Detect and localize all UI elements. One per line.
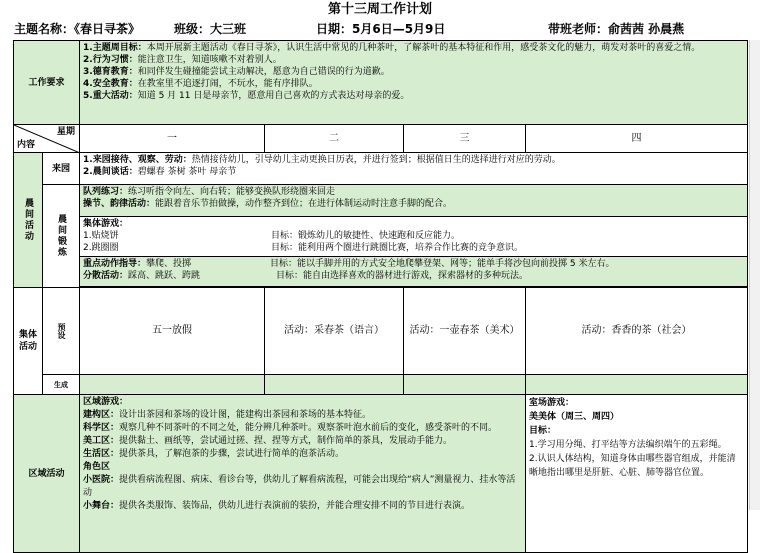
day-tuesday: 二 bbox=[265, 125, 404, 153]
area-activity-label: 区域活动 bbox=[14, 395, 80, 553]
corner-weekday-label: 星期 bbox=[57, 127, 76, 137]
preset-label: 预设 bbox=[43, 288, 80, 375]
requirement-item: 1.主题周目标：本周开展新主题活动《春日寻茶》，认识生活中常见的几种茶叶，了解茶叶的基本特征和作用，感受茶文化的魅力，萌发对茶叶的喜爱之情。 bbox=[83, 43, 701, 53]
header-row bbox=[14, 19, 758, 39]
work-requirements-label: 工作要求 bbox=[14, 41, 80, 125]
collective-games-row bbox=[14, 217, 748, 257]
outdoor-games-content: 室场游戏： 美美体（周三、周四） 目标： 1.学习用分绳、打平结等方法编织端午的五彩绳。 2.认识人体结构，知道身体由哪些器官组成，并能清晰地指出哪里是肝脏、心脏、肺等器官位置。 bbox=[526, 395, 748, 553]
corner-content-label: 内容 bbox=[17, 140, 36, 150]
morning-exercise-label: 晨间锻炼 bbox=[43, 185, 80, 288]
requirement-item: 5.重大活动：知道 5 月 11 日是母亲节，愿意用自己喜欢的方式表达对母亲的爱。 bbox=[83, 91, 410, 101]
requirement-item: 4.安全教育：在教室里不追逐打闹，不玩水，能有序排队。 bbox=[83, 79, 318, 89]
week-corner-cell bbox=[14, 125, 80, 153]
collective-generated-row bbox=[14, 375, 748, 395]
entrance-content: 1.来园接待、观察、劳动：热情接待幼儿，引导幼儿主动更换日历表，并进行签到；根据值日生的选择进行对应的劳动。 2.晨间谈话：碧螺春 茶树 茶叶 母亲节 bbox=[80, 153, 748, 185]
entrance-row bbox=[14, 153, 748, 185]
requirement-item: 2.行为习惯：能注意卫生，知道咳嗽不对着别人。 bbox=[83, 55, 282, 65]
key-action-content: 重点动作指导：攀爬、投掷 目标：能以手脚并用的方式安全地爬攀登架、网等；能单手将沙包向前投掷 5 米左右。 分散活动：踩高、跳跃、跨跳 目标：能自由选择喜欢的器材进行游戏，探索器材的多种玩法。 bbox=[80, 257, 748, 287]
collective-games-content: 集体游戏： 1.贴烧饼 目标：锻炼幼儿的敏捷性、快速跑和反应能力。 2.跳圈圈 目标：能利用两个圈进行跳圈比赛，培养合作比赛的竞争意识。 bbox=[80, 217, 748, 257]
collective-wednesday: 活动：一壶春茶（美术） bbox=[404, 288, 526, 375]
teacher-names: 带班老师：俞茜茜 孙晨燕 bbox=[548, 22, 685, 36]
queue-rhythm-content: 队列练习：练习听指令向左、向右转；能够变换队形绕圈来回走 操节、韵律活动：能跟着音乐节拍做操，动作整齐到位；在进行体制运动时注意手脚的配合。 bbox=[80, 185, 748, 217]
collective-monday: 五一放假 bbox=[80, 288, 265, 375]
day-wednesday: 三 bbox=[404, 125, 526, 153]
page-title: 第十三周工作计划 bbox=[327, 2, 432, 17]
area-games-content: 区域游戏： 建构区：设计出茶园和茶场的设计图，能建构出茶园和茶场的基本特征。 科学区：观察几种不同茶叶的不同之处，能分辨几种茶叶。观察茶叶泡水前后的变化，感受茶叶的不同。 美工区：提供黏土、画纸等，尝试通过搓、捏、捏等方式，制作简单的茶具，发展动手能力。 生活区：提供茶具，了解泡茶的步骤，尝试进行简单的泡茶活动。 角色区 小医院：提供看病流程图、病床、看诊台等，供幼儿了解看病流程，可能会出现给“病人”测量视力、挂水等活动 小舞台：提供各类服饰、装饰品，供幼儿进行表演前的装扮，并能合理安排不同的节目进行表演。 bbox=[80, 395, 526, 553]
collective-preset-row bbox=[14, 288, 748, 375]
theme-name: 主题名称：《春日寻茶》 bbox=[14, 22, 141, 36]
requirement-item: 3.德育教育：和同伴发生碰撞能尝试主动解决，愿意为自己错误的行为道歉。 bbox=[83, 67, 390, 77]
day-monday: 一 bbox=[80, 125, 265, 153]
date-range: 日期：5月6日—5月9日 bbox=[316, 22, 446, 36]
entrance-label: 来园 bbox=[43, 153, 80, 185]
vertical-scrollbar[interactable] bbox=[749, 40, 760, 510]
area-activity-row bbox=[14, 395, 748, 553]
day-thursday: 四 bbox=[526, 125, 748, 153]
week-header-row bbox=[14, 125, 748, 153]
work-requirements-row bbox=[14, 41, 748, 125]
collective-activity-label: 集体活动 bbox=[14, 288, 43, 395]
class-name: 班级：大三班 bbox=[174, 22, 247, 36]
morning-activity-label: 晨间活动 bbox=[14, 153, 43, 288]
generated-label: 生成 bbox=[43, 375, 80, 395]
collective-thursday: 活动：香香的茶（社会） bbox=[526, 288, 748, 375]
key-action-row bbox=[14, 257, 748, 287]
exercise-row bbox=[14, 185, 748, 217]
work-plan-table bbox=[13, 40, 748, 553]
work-requirements-content bbox=[80, 41, 748, 125]
collective-tuesday: 活动：采春茶（语言） bbox=[265, 288, 404, 375]
